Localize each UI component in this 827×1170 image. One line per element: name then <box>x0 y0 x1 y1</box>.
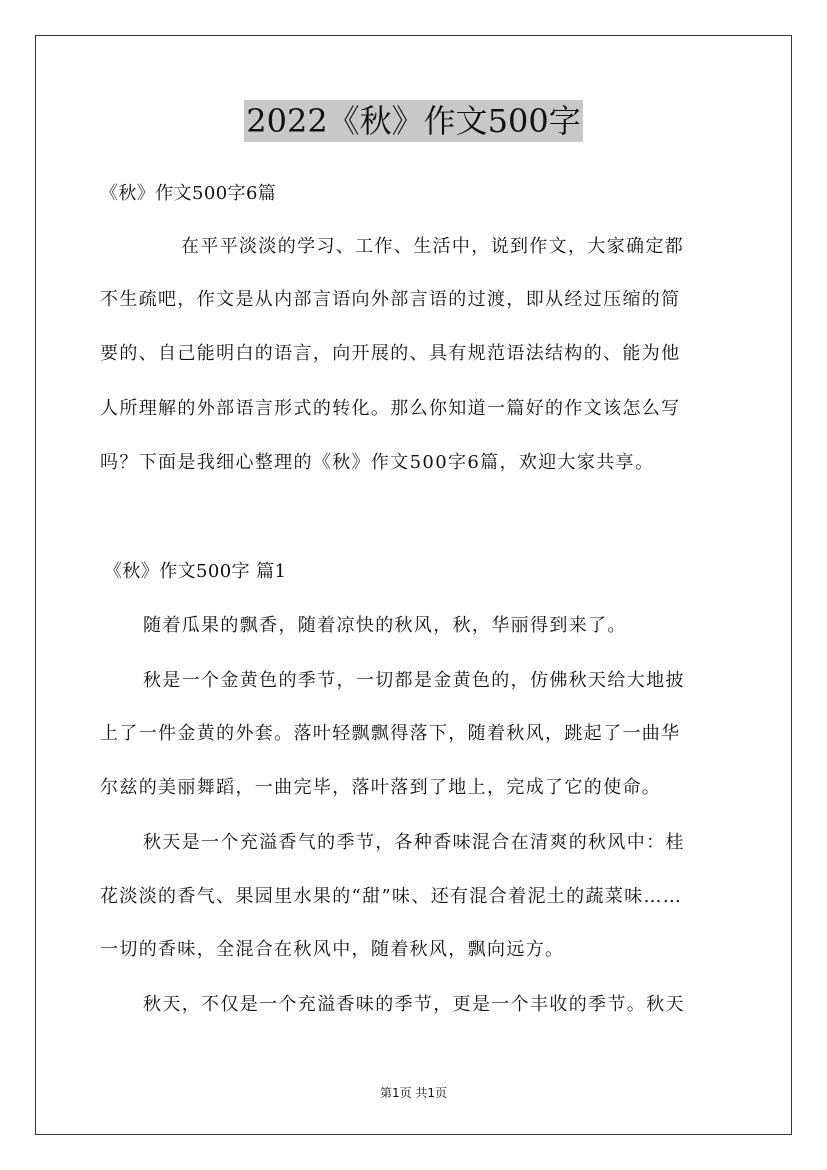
body-line: 秋是一个金黄色的季节，一切都是金黄色的，仿佛秋天给大地披 <box>143 670 685 691</box>
body-line: 上了一件金黄的外套。落叶轻飘飘得落下，随着秋风，跳起了一曲华 <box>100 723 681 744</box>
intro-line: 在平平淡淡的学习、工作、生活中，说到作文，大家确定都 <box>181 236 685 257</box>
intro-line: 要的、自己能明白的语言，向开展的、具有规范语法结构的、能为他 <box>100 343 681 364</box>
document-title: 2022《秋》作文500字 <box>246 102 581 140</box>
page-footer: 第1页 共1页 <box>379 1086 448 1100</box>
intro-line: 吗？下面是我细心整理的《秋》作文500字6篇，欢迎大家共享。 <box>100 452 655 473</box>
section-heading: 《秋》作文500字 篇1 <box>104 561 287 582</box>
intro-line: 人所理解的外部语言形式的转化。那么你知道一篇好的作文该怎么写 <box>100 398 681 419</box>
title-container <box>0 100 827 142</box>
body-line: 秋天是一个充溢香气的季节，各种香味混合在清爽的秋风中：桂 <box>143 832 685 853</box>
body-line: 随着瓜果的飘香，随着凉快的秋风，秋，华丽得到来了。 <box>143 615 627 636</box>
body-line: 花淡淡的香气、果园里水果的“甜”味、还有混合着泥土的蔬菜味…… <box>100 886 683 907</box>
body-line: 一切的香味，全混合在秋风中，随着秋风，飘向远方。 <box>100 939 565 960</box>
body-line: 秋天，不仅是一个充溢香味的季节，更是一个丰收的季节。秋天 <box>143 994 685 1015</box>
body-line: 尔兹的美丽舞蹈，一曲完毕，落叶落到了地上，完成了它的使命。 <box>100 777 662 798</box>
document-subtitle: 《秋》作文500字6篇 <box>100 183 277 204</box>
intro-line: 不生疏吧，作文是从内部言语向外部言语的过渡，即从经过压缩的简 <box>100 289 681 310</box>
